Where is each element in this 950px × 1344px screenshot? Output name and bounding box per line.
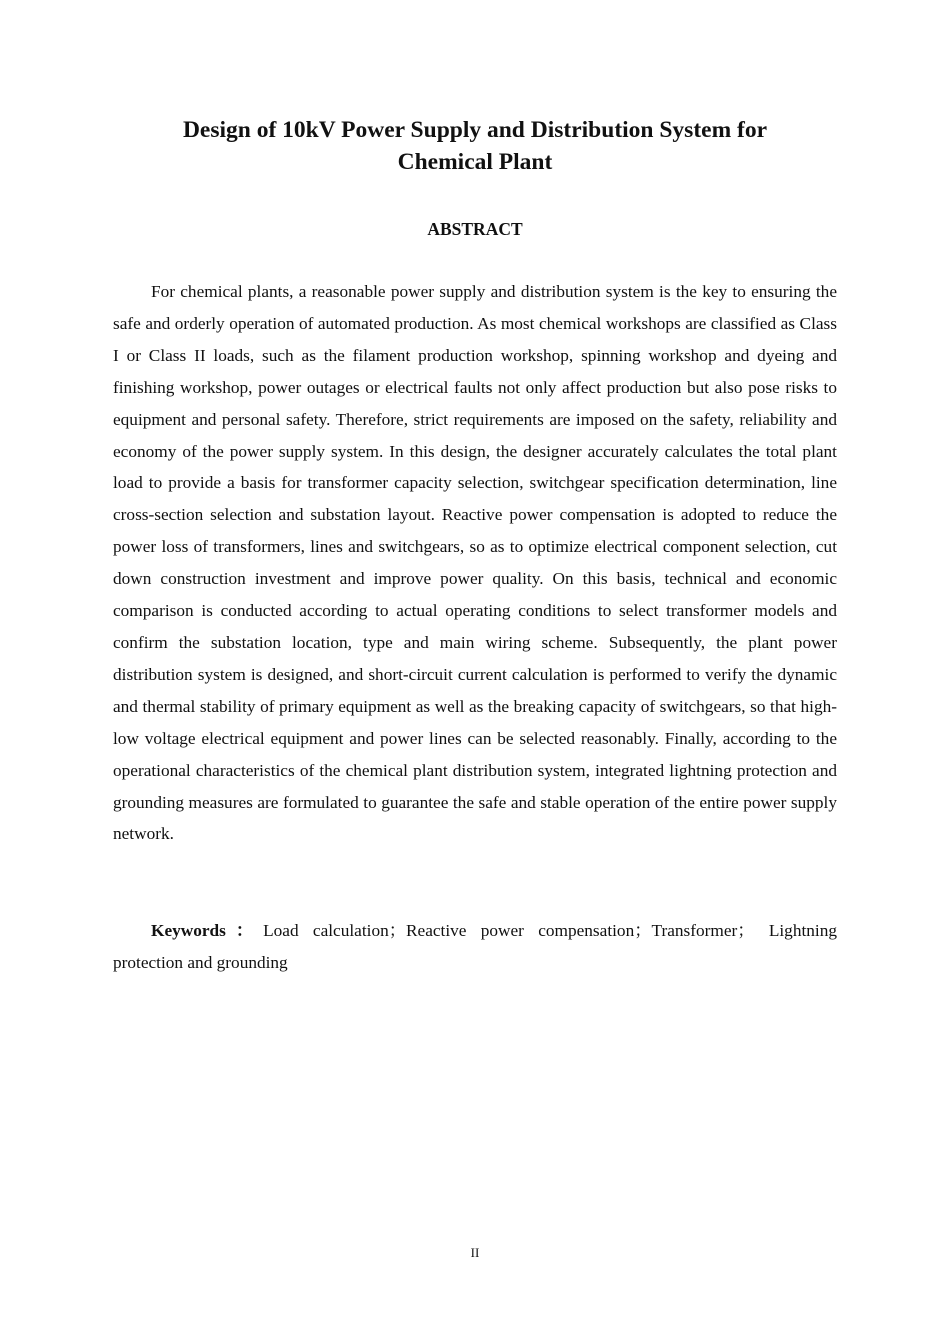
abstract-heading: ABSTRACT — [427, 219, 523, 239]
abstract-paragraph: For chemical plants, a reasonable power supply and distribution system is the key to ensuring the safe and orderly operation of automated production. As most chemical workshops are classified as Class I or Class II loads, such as the filament production workshop, spinning workshop and dyeing and finishing workshop, power outages or electrical faults not only affect production but also pose risks to equipment and personal safety. Therefore, strict requirements are imposed on the safety, reliability and economy of the power supply system. In this design, the designer accurately calculates the total plant load to provide a basis for transformer capacity selection, switchgear specification determination, line cross-section selection and substation layout. Reactive power compensation is adopted to reduce the power loss of transformers, lines and switchgears, so as to optimize electrical component selection, cut down construction investment and improve power quality. On this basis, technical and economic comparison is conducted according to actual operating conditions to select transformer models and confirm the substation location, type and main wiring scheme. Subsequently, the plant power distribution system is designed, and short-circuit current calculation is performed to verify the dynamic and thermal stability of primary equipment as well as the breaking capacity of switchgears, so that high-low voltage electrical equipment and power lines can be selected reasonably. Finally, according to the operational characteristics of the chemical plant distribution system, integrated lightning protection and grounding measures are formulated to guarantee the safe and stable operation of the entire power supply network. — [113, 282, 837, 844]
page-number: II — [470, 1245, 480, 1260]
paper-title-line-2: Chemical Plant — [397, 149, 553, 175]
paper-title — [113, 114, 837, 178]
paper-title-line-1: Design of 10kV Power Supply and Distribution System for — [182, 117, 768, 143]
keywords-paragraph — [113, 915, 837, 979]
keywords-text: Load calculation；Reactive power compensation；Transformer； Lightning protection and grounding — [113, 921, 837, 972]
keywords-label: Keywords： — [151, 921, 264, 940]
